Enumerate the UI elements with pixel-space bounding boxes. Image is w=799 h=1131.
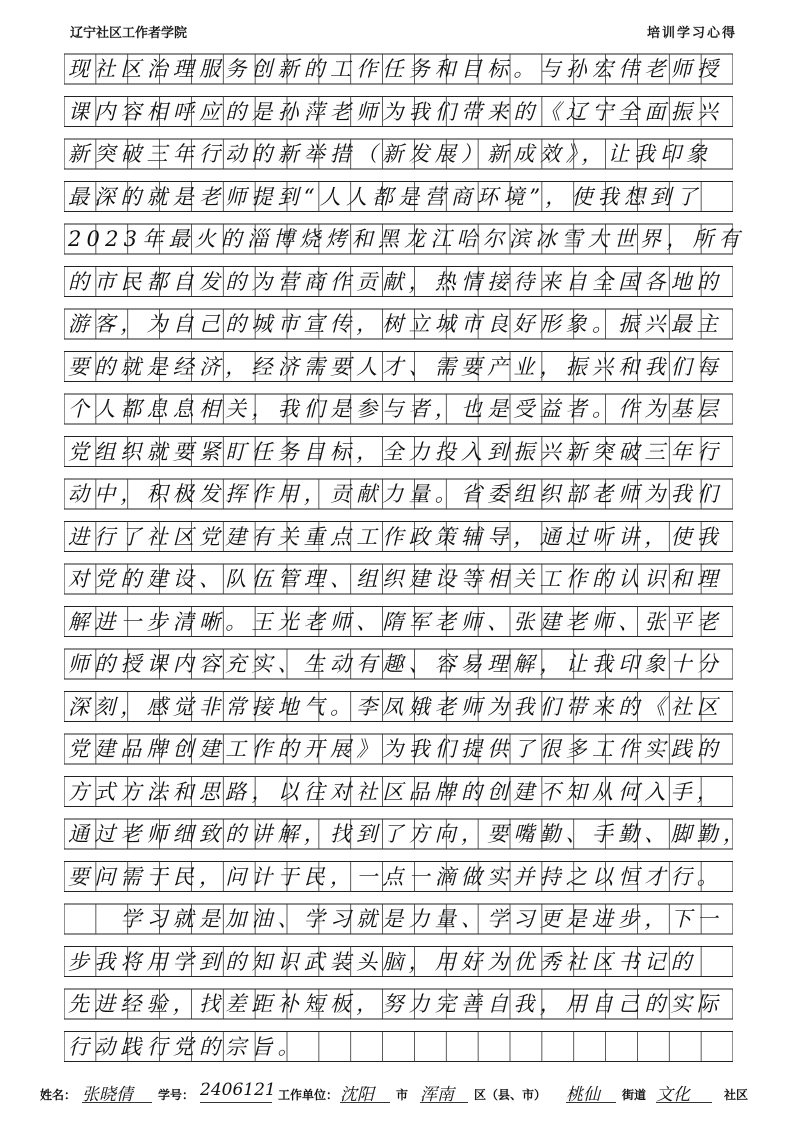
city-value: 沈阳 (340, 1085, 374, 1105)
institute-name: 辽宁社区工作者学院 (70, 26, 188, 41)
text-line: 要的就是经济，经济需要人才、需要产业，振兴和我们每 (68, 354, 723, 379)
text-line: 的市民都自发的为营商作贡献，热情接待来自全国各地的 (68, 269, 723, 294)
text-line: 最深的就是老师提到“人人都是营商环境”，使我想到了 (68, 184, 703, 209)
text-line: 深刻，感觉非常接地气。李凤娥老师为我们带来的《社区 (68, 694, 723, 719)
text-line: 进行了社区党建有关重点工作政策辅导，通过听讲，使我 (68, 524, 723, 549)
name-value: 张晓倩 (82, 1085, 133, 1105)
text-line: 个人都息息相关，我们是参与者，也是受益者。作为基层 (68, 397, 723, 421)
community-value: 文化 (656, 1085, 690, 1105)
text-line: 动中，积极发挥作用，贡献力量。省委组织部老师为我们 (68, 482, 723, 506)
text-line: 要问需于民，问计于民，一点一滴做实并持之以恒才行。 (68, 864, 723, 889)
text-line: 步我将用学到的知识武装头脑，用好为优秀社区书记的 (68, 949, 697, 974)
street-value: 桃仙 (566, 1085, 600, 1105)
community-label: 社区 (724, 1088, 749, 1102)
text-line: 方式方法和思路，以往对社区品牌的创建不知从何入手， (68, 779, 723, 804)
city-label: 市 (396, 1088, 409, 1102)
text-line: 先进经验，找差距补短板，努力完善自我，用自己的实际 (68, 992, 723, 1016)
handwritten-text (64, 52, 750, 1072)
text-line: 对党的建设、队伍管理、组织建设等相关工作的认识和理 (68, 567, 723, 591)
district-label: 区（县、市） (474, 1088, 547, 1102)
text-line: 课内容相呼应的是孙萍老师为我们带来的《辽宁全面振兴 (68, 99, 723, 124)
text-line: 行动践行党的宗旨。 (68, 1034, 304, 1059)
text-line: 2023年最火的淄博烧烤和黑龙江哈尔滨冰雪大世界，所有 (68, 227, 745, 251)
page-header (62, 22, 737, 44)
text-line: 解进一步清晰。王光老师、隋军老师、张建老师、张平老 (68, 609, 723, 634)
id-label: 学号： (158, 1088, 195, 1102)
unit-label: 工作单位： (278, 1088, 339, 1102)
text-line: 现社区治理服务创新的工作任务和目标。与孙宏伟老师授 (68, 57, 723, 81)
text-line: 通过老师细致的讲解，找到了方向，要嘴勤、手勤、脚勤， (68, 822, 750, 846)
text-line: 师的授课内容充实、生动有趣、容易理解，让我印象十分 (68, 652, 723, 676)
district-value: 浑南 (420, 1085, 454, 1105)
name-label: 姓名： (40, 1088, 77, 1102)
writing-grid (64, 52, 750, 1072)
footer-info (40, 1080, 760, 1108)
text-line: 党建品牌创建工作的开展》为我们提供了很多工作实践的 (68, 737, 723, 761)
text-line: 党组织就要紧盯任务目标，全力投入到振兴新突破三年行 (68, 439, 723, 464)
text-line: 学习就是加油、学习就是力量、学习更是进步，下一 (68, 907, 723, 931)
text-line: 新突破三年行动的新举措（新发展）新成效》，让我印象 (68, 142, 713, 166)
street-label: 街道 (622, 1088, 647, 1102)
page-title: 培训学习心得 (646, 26, 737, 41)
text-line: 游客，为自己的城市宣传，树立城市良好形象。振兴最主 (68, 312, 723, 336)
id-value: 2406121 (200, 1080, 276, 1100)
